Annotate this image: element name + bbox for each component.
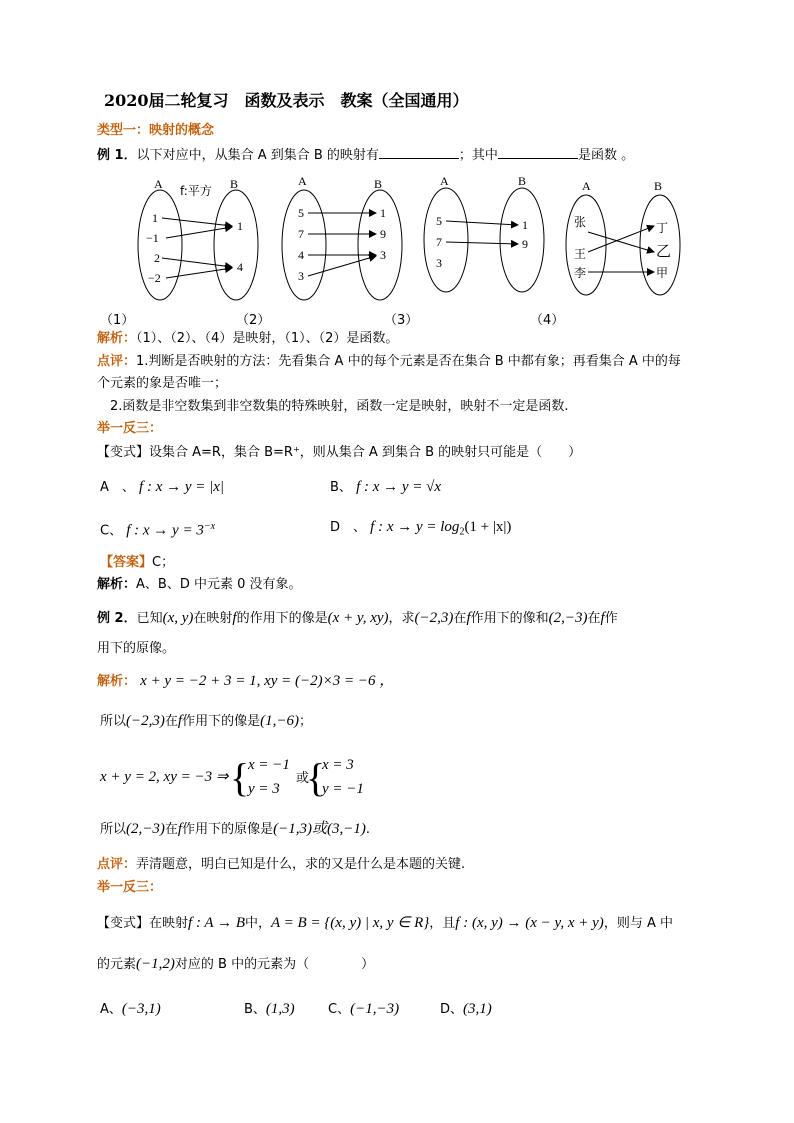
svg-text:3: 3 (380, 248, 386, 262)
variant-2-question: 【变式】在映射f : A → B中，A = B = {(x, y) | x, y ∈ R}，且f : (x, y) → (x − y, x + y)，则与 A 中 (97, 915, 673, 931)
svg-text:乙: 乙 (656, 242, 672, 260)
svg-text:B: B (518, 174, 527, 188)
brace-1: { (230, 755, 250, 800)
mapping-diagrams (130, 170, 690, 310)
caption-1: （1） (100, 313, 135, 328)
example-2-question-cont: 用下的原像。 (97, 641, 176, 656)
svg-text:张: 张 (574, 215, 587, 229)
caption-3: （3） (384, 313, 419, 328)
diagram-2 (282, 174, 402, 300)
svg-text:9: 9 (380, 227, 386, 241)
svg-text:−2: −2 (148, 271, 161, 285)
svg-text:5: 5 (298, 206, 304, 220)
example-2-image-result: 所以(−2,3)在f作用下的像是(1,−6)； (100, 713, 312, 729)
svg-text:5: 5 (436, 214, 442, 228)
svg-text:A: A (440, 174, 449, 188)
variant-2-option-c[interactable]: C、(−1,−3) (328, 1001, 400, 1017)
practice-heading: 举一反三： (97, 421, 163, 436)
svg-text:4: 4 (237, 260, 243, 274)
answer-blank-2[interactable] (498, 146, 578, 159)
svg-text:A: A (582, 179, 591, 193)
example-1-comment-cont: 个元素的象是否唯一； (97, 376, 228, 391)
brace-2: { (306, 755, 326, 800)
caption-2: （2） (236, 313, 271, 328)
diagram-1 (138, 177, 258, 300)
variant-2-option-d[interactable]: D、(3,1) (440, 1001, 492, 1017)
variant-2-option-b[interactable]: B、(1,3) (244, 1001, 295, 1017)
example-2-comment: 点评：弄清题意，明白已知是什么，求的又是什么是本题的关键. (97, 857, 466, 872)
example-2-analysis: 解析： x + y = −2 + 3 = 1, xy = (−2)×3 = −6 ， (97, 673, 395, 689)
svg-text:4: 4 (298, 248, 304, 262)
variant-1-answer: 【答案】C； (100, 555, 175, 570)
svg-text:丁: 丁 (656, 221, 669, 235)
svg-text:B: B (374, 177, 383, 191)
svg-text:A: A (298, 174, 307, 188)
example-1-question: 例 1．以下对应中，从集合 A 到集合 B 的映射有 ；其中 是函数 。 (97, 148, 635, 163)
svg-text:7: 7 (436, 235, 442, 249)
variant-1-option-d[interactable]: D 、 f : $x \to y = \log_2(1 + |x|)$ (330, 519, 512, 538)
diagram-3 (424, 174, 544, 292)
document-title: 2020届二轮复习 函数及表示 教案（全国通用） (104, 91, 469, 110)
example-1-comment: 点评：1.判断是否映射的方法：先看集合 A 中的每个元素是否在集合 B 中都有象；再看集合 A 中的每 (97, 354, 681, 369)
svg-text:B: B (654, 179, 663, 193)
svg-text:1: 1 (522, 218, 528, 232)
section-heading: 类型一：映射的概念 (97, 123, 215, 138)
diagram-4 (566, 179, 680, 295)
svg-text:王: 王 (574, 247, 587, 261)
variant-1-option-b[interactable]: B、 f : x → y = √x (330, 479, 442, 495)
svg-text:1: 1 (380, 206, 386, 220)
variant-1-analysis: 解析：A、B、D 中元素 0 没有象。 (97, 577, 302, 592)
svg-text:李: 李 (574, 266, 587, 280)
example-2-question: 例 2．已知(x, y)在映射f的作用下的像是(x + y, xy)，求(−2,3)在f作用下的像和(2,−3)在f作 (97, 610, 618, 626)
svg-text:2: 2 (154, 251, 160, 265)
svg-text:3: 3 (436, 256, 442, 270)
set-b-label: B (230, 177, 239, 191)
caption-4: （4） (530, 313, 565, 328)
svg-text:甲: 甲 (656, 266, 669, 280)
svg-text:7: 7 (298, 227, 304, 241)
example-1-comment-2: 2.函数是非空数集到非空数集的特殊映射，函数一定是映射，映射不一定是函数. (110, 399, 569, 414)
variant-2-question-cont: 的元素(−1,2)对应的 B 中的元素为（ ） (97, 956, 375, 972)
variant-2-option-a[interactable]: A、(−3,1) (100, 1001, 161, 1017)
variant-1-option-c[interactable]: C、 f : $x \to y = 3^{-x}$ (100, 521, 216, 539)
svg-text:1: 1 (152, 211, 158, 225)
svg-text:3: 3 (298, 269, 304, 283)
variant-1-question: 【变式】设集合 A=R，集合 B=R⁺，则从集合 A 到集合 B 的映射只可能是（ ） (97, 445, 582, 460)
practice-heading-2: 举一反三： (97, 880, 163, 895)
svg-text:9: 9 (522, 237, 528, 251)
variant-1-option-a[interactable]: A 、 f : x → y = |x| (100, 479, 225, 495)
set-a-label: A (154, 177, 163, 191)
mapping-rule-label: f:平方 (180, 184, 212, 198)
example-label: 例 1． (97, 148, 137, 163)
svg-text:−1: −1 (146, 231, 159, 245)
example-2-preimage-result: 所以(2,−3)在f作用下的原像是(−1,3)或(3,−1). (100, 821, 370, 837)
answer-blank-1[interactable] (379, 146, 459, 159)
example-1-analysis: 解析：（1）、（2）、（4）是映射，（1）、（2）是函数。 (97, 331, 399, 346)
svg-text:1: 1 (237, 219, 243, 233)
